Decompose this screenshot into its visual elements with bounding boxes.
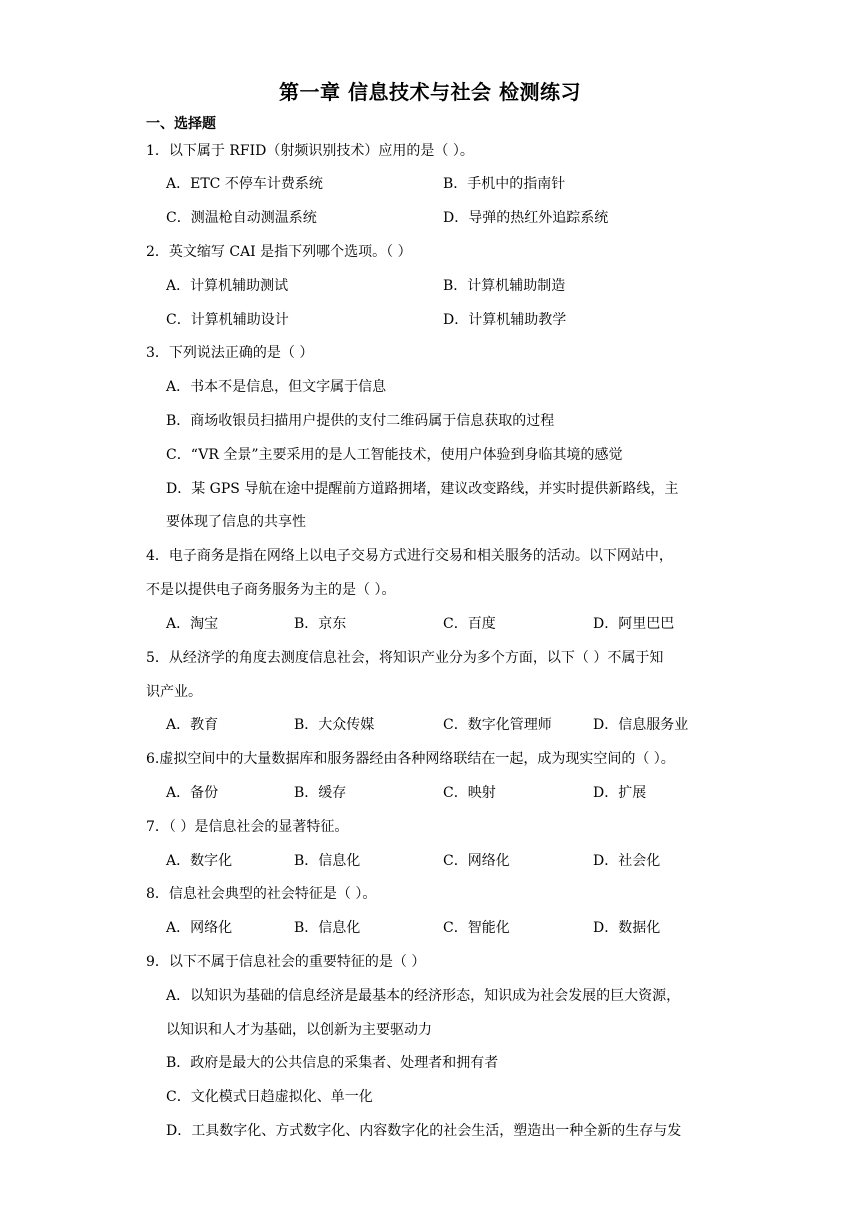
question-2-option-b: B．计算机辅助制造	[443, 278, 566, 294]
question-9-option-d-line-1: D．工具数字化、方式数字化、内容数字化的社会生活，塑造出一种全新的生存与发	[166, 1123, 682, 1139]
document-title: 第一章 信息技术与社会 检测练习	[279, 80, 581, 104]
section-heading: 一、选择题	[146, 116, 216, 132]
question-4-stem-line-1: 4．电子商务是指在网络上以电子交易方式进行交易和相关服务的活动。以下网站中，	[146, 548, 673, 564]
question-1-option-a: A．ETC 不停车计费系统	[166, 176, 323, 192]
question-1-option-c: C．测温枪自动测温系统	[166, 210, 317, 226]
question-7-stem: 7．（ ）是信息社会的显著特征。	[146, 819, 349, 835]
question-3-option-d-line-1: D．某 GPS 导航在途中提醒前方道路拥堵，建议改变路线，并实时提供新路线，主	[166, 481, 679, 497]
question-6-stem: 6.虚拟空间中的大量数据库和服务器经由各种网络联结在一起，成为现实空间的（ ）。	[146, 751, 675, 767]
question-2-option-a: A．计算机辅助测试	[166, 278, 289, 294]
question-6-option-d: D．扩展	[593, 785, 647, 801]
question-4-option-c: C．百度	[443, 616, 496, 632]
question-5-stem-line-2: 识产业。	[146, 684, 202, 700]
question-9-stem: 9．以下不属于信息社会的重要特征的是（ ）	[146, 954, 426, 970]
question-1-stem: 1．以下属于 RFID（射频识别技术）应用的是（ ）。	[146, 143, 474, 159]
question-5-stem-line-1: 5．从经济学的角度去测度信息社会，将知识产业分为多个方面，以下（ ）不属于知	[146, 650, 664, 666]
question-4-option-a: A．淘宝	[166, 616, 219, 632]
question-4-option-b: B．京东	[294, 616, 347, 632]
question-3-option-c: C．“VR 全景”主要采用的是人工智能技术，使用户体验到身临其境的感觉	[166, 447, 623, 463]
question-8-option-a: A．网络化	[166, 920, 233, 936]
question-2-option-c: C．计算机辅助设计	[166, 312, 289, 328]
question-1-option-b: B．手机中的指南针	[443, 176, 566, 192]
question-7-option-c: C．网络化	[443, 853, 510, 869]
question-4-stem-line-2: 不是以提供电子商务服务为主的是（ ）。	[146, 582, 396, 598]
question-3-option-b: B．商场收银员扫描用户提供的支付二维码属于信息获取的过程	[166, 413, 555, 429]
question-6-option-c: C．映射	[443, 785, 496, 801]
question-5-option-a: A．教育	[166, 717, 219, 733]
question-1-option-d: D．导弹的热红外追踪系统	[443, 210, 609, 226]
question-9-option-a-line-1: A．以知识为基础的信息经济是最基本的经济形态，知识成为社会发展的巨大资源，	[166, 988, 681, 1004]
question-5-option-d: D．信息服务业	[593, 717, 689, 733]
question-6-option-b: B．缓存	[294, 785, 347, 801]
question-8-stem: 8．信息社会典型的社会特征是（ ）。	[146, 886, 377, 902]
question-4-option-d: D．阿里巴巴	[593, 616, 675, 632]
question-7-option-a: A．数字化	[166, 853, 233, 869]
question-7-option-d: D．社会化	[593, 853, 661, 869]
question-9-option-a-line-2: 以知识和人才为基础，以创新为主要驱动力	[166, 1022, 432, 1038]
question-9-option-b: B．政府是最大的公共信息的采集者、处理者和拥有者	[166, 1055, 499, 1071]
question-3-option-a: A．书本不是信息，但文字属于信息	[166, 379, 387, 395]
question-2-stem: 2．英文缩写 CAI 是指下列哪个选项。（ ）	[146, 244, 412, 260]
question-5-option-b: B．大众传媒	[294, 717, 375, 733]
question-9-option-c: C．文化模式日趋虚拟化、单一化	[166, 1089, 373, 1105]
question-3-option-d-line-2: 要体现了信息的共享性	[166, 514, 306, 530]
question-8-option-b: B．信息化	[294, 920, 361, 936]
question-8-option-c: C．智能化	[443, 920, 510, 936]
question-8-option-d: D．数据化	[593, 920, 661, 936]
question-6-option-a: A．备份	[166, 785, 219, 801]
question-3-stem: 3．下列说法正确的是（ ）	[146, 345, 314, 361]
question-5-option-c: C．数字化管理师	[443, 717, 552, 733]
question-7-option-b: B．信息化	[294, 853, 361, 869]
question-2-option-d: D．计算机辅助教学	[443, 312, 567, 328]
